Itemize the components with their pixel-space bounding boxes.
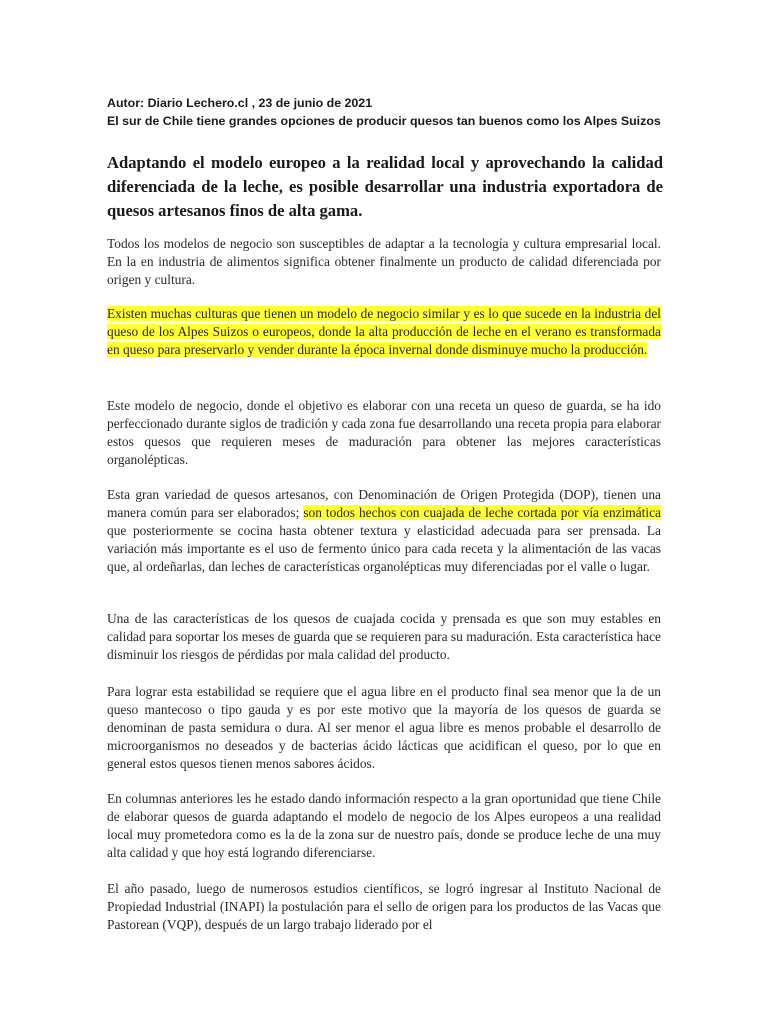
paragraph-7: En columnas anteriores les he estado dando información respecto a la gran oportunidad que tiene Chile de elaborar quesos de guarda adaptando el modelo de negocio de los Alpes europeos a una realidad local muy prometedora como es la de la zona sur de nuestro país, donde se produce leche de una muy alta calidad y que hoy está logrando diferenciarse. [107, 791, 661, 860]
paragraph-2-highlighted [107, 305, 661, 359]
highlighted-text: son todos hechos con cuajada de leche cortada por vía enzimática [303, 505, 661, 520]
paragraph-8: El año pasado, luego de numerosos estudios científicos, se logró ingresar al Instituto Nacional de Propiedad Industrial (INAPI) la postulación para el sello de origen para los productos de las Vacas que Pastorean (VQP), después de un largo trabajo liderado por el [107, 881, 661, 932]
paragraph-4 [107, 486, 661, 576]
author-line: Autor: Diario Lechero.cl , 23 de junio de 2021 [107, 96, 373, 110]
paragraph-3: Este modelo de negocio, donde el objetivo es elaborar con una receta un queso de guarda, se ha ido perfeccionado durante siglos de tradición y cada zona fue desarrollando una receta propia para elaborar estos quesos que requieren meses de maduración para obtener las mejores características organolépticas. [107, 398, 661, 467]
highlighted-text: Existen muchas culturas que tienen un modelo de negocio similar y es lo que sucede en la industria del queso de los Alpes Suizos o europeos, donde la alta producción de leche en el verano es transformada en queso para preservarlo y vender durante la época invernal donde disminuye mucho la producción. [107, 306, 661, 357]
paragraph-5: Una de las características de los quesos de cuajada cocida y prensada es que son muy estables en calidad para soportar los meses de guarda que se requieren para su maduración. Esta característica hace disminuir los riesgos de pérdidas por mala calidad del producto. [107, 611, 661, 662]
paragraph-4-end: que posteriormente se cocina hasta obtener textura y elasticidad adecuada para ser prensada. La variación más importante es el uso de fermento único para cada receta y la alimentación de las vacas que, al ordeñarlas, dan leches de características organolépticas muy diferenciadas por el valle o lugar. [107, 523, 661, 574]
article-lead: Adaptando el modelo europeo a la realidad local y aprovechando la calidad diferenciada de la leche, es posible desarrollar una industria exportadora de quesos artesanos finos de alta gama. [107, 153, 663, 220]
paragraph-1: Todos los modelos de negocio son susceptibles de adaptar a la tecnología y cultura empresarial local. En la en industria de alimentos significa obtener finalmente un producto de calidad diferenciada por origen y cultura. [107, 236, 661, 287]
paragraph-4-start: Esta gran variedad de quesos artesanos, con Denominación de Origen Protegida (DOP), tienen una manera común para ser elaborados; [107, 487, 661, 520]
paragraph-6: Para lograr esta estabilidad se requiere que el agua libre en el producto final sea menor que la de un queso mantecoso o tipo gauda y es por este motivo que la mayoría de los quesos de guarda se denominan de pasta semidura o dura. Al ser menor el agua libre es menos probable el desarrollo de microorganismos no deseados y de bacterias ácido lácticas que acidifican el queso, por lo que en general estos quesos tienen menos sabores ácidos. [107, 684, 661, 771]
article-subtitle: El sur de Chile tiene grandes opciones de producir quesos tan buenos como los Alpes Suizos [107, 114, 661, 128]
